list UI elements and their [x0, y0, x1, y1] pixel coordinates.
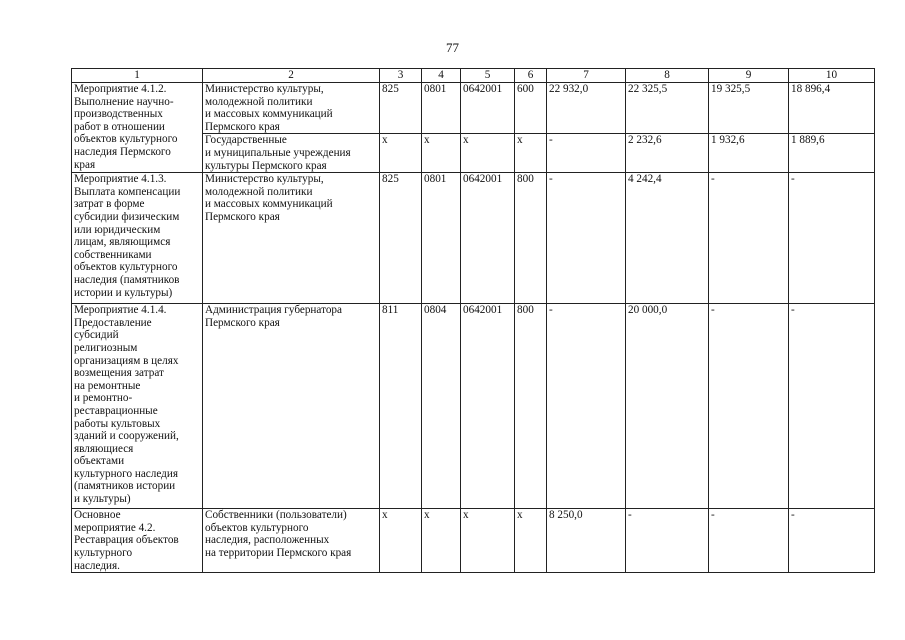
event-line: субсидий — [74, 329, 119, 342]
event-line: являющиеся — [74, 442, 134, 455]
event-line: Мероприятие 4.1.2. — [74, 83, 167, 95]
executor-line: Пермского края — [205, 210, 280, 223]
event-line: субсидии физическим — [74, 210, 180, 223]
event-name-cell — [72, 509, 203, 573]
code-cell: 825 — [380, 83, 422, 134]
event-line: Мероприятие 4.1.3. — [74, 173, 167, 186]
code-cell: х — [380, 134, 422, 173]
executor-line: Пермского края — [205, 120, 280, 133]
event-line: культурного — [74, 546, 133, 559]
event-line: работы культовых — [74, 417, 161, 430]
event-line: культурного наследия — [74, 467, 178, 480]
column-header: 7 — [547, 69, 626, 83]
code-cell: 0642001 — [461, 83, 515, 134]
program-events-table — [71, 68, 875, 573]
event-line: производственных — [74, 108, 163, 121]
event-line: организациям в целях — [74, 354, 179, 367]
executor-line: и муниципальные учреждения — [205, 146, 351, 159]
event-line: собственниками — [74, 248, 152, 261]
code-cell: 825 — [380, 173, 422, 304]
table-row — [72, 83, 875, 134]
code-cell: 0642001 — [461, 304, 515, 509]
amount-cell: - — [789, 304, 875, 509]
executor-cell — [203, 509, 380, 573]
executor-cell — [203, 134, 380, 173]
executor-line: Пермского края — [205, 316, 280, 329]
executor-cell — [203, 83, 380, 134]
code-cell: 800 — [515, 304, 547, 509]
event-line: лицам, являющимся — [74, 236, 171, 249]
column-header: 6 — [515, 69, 547, 83]
event-line: на ремонтные — [74, 379, 141, 392]
event-line: реставрационные — [74, 404, 158, 417]
amount-cell: - — [789, 173, 875, 304]
code-cell: 811 — [380, 304, 422, 509]
event-line: работ в отношении — [74, 120, 165, 133]
event-line: объектов культурного — [74, 133, 178, 146]
event-line: объектами — [74, 455, 125, 468]
event-line: (памятников истории — [74, 480, 176, 493]
code-cell: х — [461, 134, 515, 173]
event-line: Выполнение научно- — [74, 95, 174, 108]
amount-cell: 22 325,5 — [626, 83, 709, 134]
code-cell: х — [515, 509, 547, 573]
table-row — [72, 304, 875, 509]
code-cell: 0804 — [422, 304, 461, 509]
event-line: края — [74, 158, 96, 171]
executor-line: Государственные — [205, 134, 287, 147]
amount-cell: - — [626, 509, 709, 573]
executor-line: Министерство культуры, — [205, 83, 324, 95]
code-cell: х — [515, 134, 547, 173]
code-cell: х — [380, 509, 422, 573]
executor-line: культуры Пермского края — [205, 159, 327, 172]
event-name-cell — [72, 304, 203, 509]
column-header: 3 — [380, 69, 422, 83]
code-cell: 600 — [515, 83, 547, 134]
event-line: религиозным — [74, 341, 138, 354]
amount-cell: - — [789, 509, 875, 573]
code-cell: 0801 — [422, 173, 461, 304]
event-line: и культуры) — [74, 493, 131, 506]
event-line: наследия. — [74, 559, 120, 572]
amount-cell: - — [709, 173, 789, 304]
amount-cell: 22 932,0 — [547, 83, 626, 134]
table-row — [72, 173, 875, 304]
column-header: 9 — [709, 69, 789, 83]
executor-line: объектов культурного — [205, 521, 309, 534]
column-header: 4 — [422, 69, 461, 83]
page-number: 77 — [446, 40, 459, 55]
amount-cell: 1 932,6 — [709, 134, 789, 173]
table-row — [72, 509, 875, 573]
event-line: затрат в форме — [74, 198, 145, 211]
amount-cell: 18 896,4 — [789, 83, 875, 134]
event-line: Выплата компенсации — [74, 185, 181, 198]
executor-cell — [203, 173, 380, 304]
amount-cell: - — [547, 304, 626, 509]
event-line: Предоставление — [74, 316, 152, 329]
executor-line: молодежной политики — [205, 185, 313, 198]
event-line: объектов культурного — [74, 261, 178, 274]
event-line: или юридическим — [74, 223, 161, 236]
event-name-cell — [72, 173, 203, 304]
amount-cell: 19 325,5 — [709, 83, 789, 134]
executor-line: Министерство культуры, — [205, 173, 324, 186]
amount-cell: 8 250,0 — [547, 509, 626, 573]
event-line: Мероприятие 4.1.4. — [74, 304, 167, 317]
executor-line: на территории Пермского края — [205, 546, 352, 559]
code-cell: х — [461, 509, 515, 573]
executor-line: наследия, расположенных — [205, 534, 330, 547]
event-line: зданий и сооружений, — [74, 430, 179, 443]
amount-cell: 4 242,4 — [626, 173, 709, 304]
amount-cell: - — [547, 173, 626, 304]
column-header: 10 — [789, 69, 875, 83]
column-header: 2 — [203, 69, 380, 83]
event-line: наследия (памятников — [74, 273, 180, 286]
code-cell: 0801 — [422, 83, 461, 134]
amount-cell: 1 889,6 — [789, 134, 875, 173]
event-name-cell — [72, 83, 203, 173]
event-line: и ремонтно- — [74, 392, 133, 405]
event-line: возмещения затрат — [74, 367, 164, 380]
amount-cell: - — [709, 304, 789, 509]
event-line: Основное — [74, 509, 121, 522]
column-number-row — [72, 69, 875, 83]
code-cell: 0642001 — [461, 173, 515, 304]
amount-cell: 2 232,6 — [626, 134, 709, 173]
code-cell: х — [422, 509, 461, 573]
executor-line: молодежной политики — [205, 95, 313, 108]
code-cell: х — [422, 134, 461, 173]
column-header: 1 — [72, 69, 203, 83]
event-line: истории и культуры) — [74, 286, 173, 299]
code-cell: 800 — [515, 173, 547, 304]
executor-line: и массовых коммуникаций — [205, 108, 333, 121]
amount-cell: 20 000,0 — [626, 304, 709, 509]
executor-line: Собственники (пользователи) — [205, 509, 347, 522]
amount-cell: - — [709, 509, 789, 573]
executor-cell — [203, 304, 380, 509]
executor-line: и массовых коммуникаций — [205, 198, 333, 211]
executor-line: Администрация губернатора — [205, 304, 342, 317]
event-line: Реставрация объектов — [74, 534, 179, 547]
event-line: наследия Пермского — [74, 145, 171, 158]
event-line: мероприятие 4.2. — [74, 521, 156, 534]
column-header: 8 — [626, 69, 709, 83]
amount-cell: - — [547, 134, 626, 173]
column-header: 5 — [461, 69, 515, 83]
